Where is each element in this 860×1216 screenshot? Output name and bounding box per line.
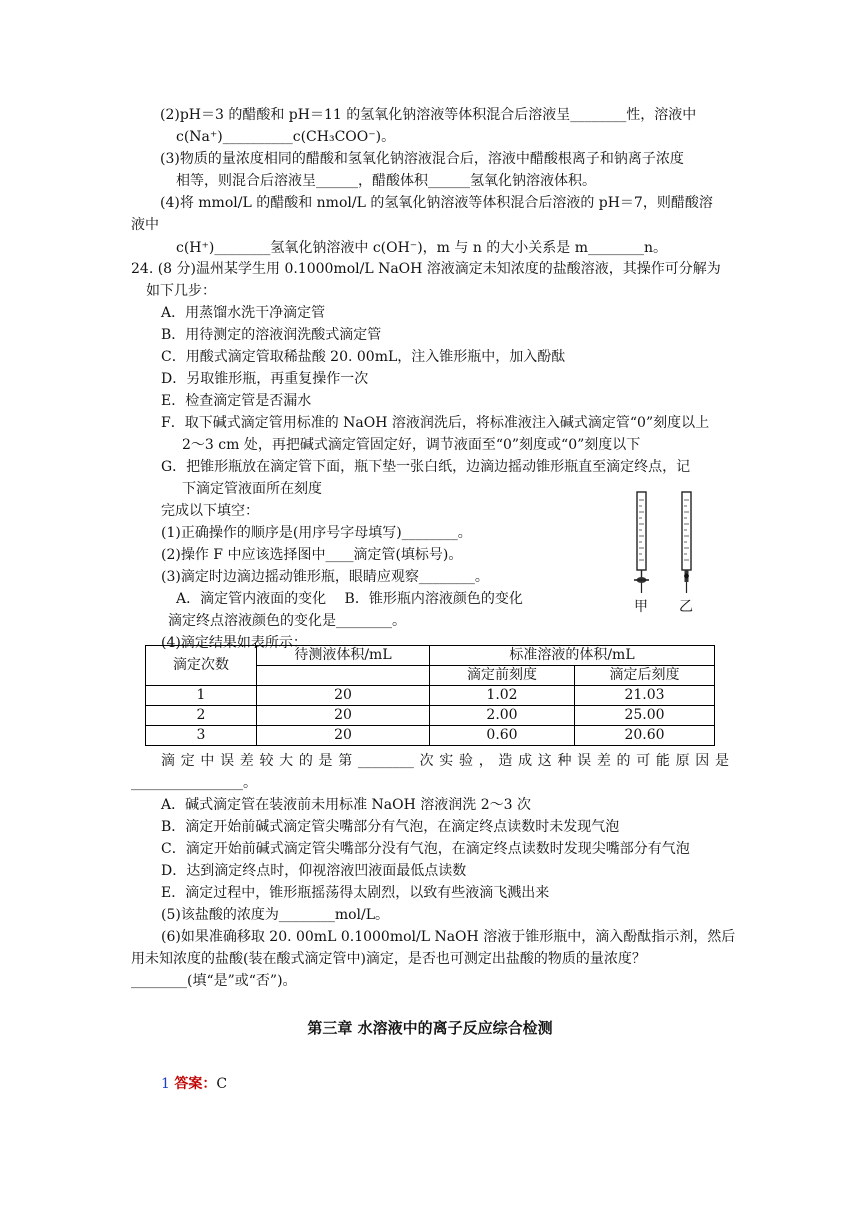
- header-before-reading: 滴定前刻度: [430, 666, 575, 686]
- table-cell: 0.60: [430, 726, 575, 746]
- answer-value: C: [216, 1076, 228, 1092]
- q24-error-option: D．达到滴定终点时，仰视溶液凹液面最低点读数: [161, 863, 467, 879]
- header-standard-volume: 标准溶液的体积/mL: [430, 646, 715, 666]
- q24-error-line2: ________________。: [131, 775, 257, 791]
- base-burette-icon: [682, 492, 691, 593]
- answer-label: 答案：: [174, 1076, 217, 1092]
- q24-error-option: C．滴定开始前碱式滴定管尖嘴部分没有气泡，在滴定终点读数时发现尖嘴部分有气泡: [161, 841, 690, 857]
- header-titration-count: 滴定次数: [146, 646, 257, 686]
- table-row: [146, 686, 715, 706]
- q24-error-line1: 滴定中误差较大的是第________次实验，造成这种误差的可能原因是: [161, 753, 729, 769]
- table-cell: 3: [146, 726, 257, 746]
- q24-error-option: E．滴定过程中，锥形瓶摇荡得太剧烈，以致有些液滴飞溅出来: [161, 885, 550, 901]
- q23-part4-line1: (4)将 mmol/L 的醋酸和 nmol/L 的氢氧化钠溶液等体积混合后溶液的 pH＝7，则醋酸溶: [160, 195, 713, 211]
- titration-results-table: [145, 645, 715, 746]
- q24-error-option: A．碱式滴定管在装液前未用标准 NaOH 溶液润洗 2～3 次: [161, 797, 532, 813]
- table-cell: 20: [257, 726, 430, 746]
- table-cell: 1: [146, 686, 257, 706]
- q24-step: B．用待测定的溶液润洗酸式滴定管: [161, 327, 382, 343]
- burette-figure: [620, 490, 730, 620]
- q24-step-continuation: 下滴定管液面所在刻度: [182, 481, 322, 497]
- header-after-reading: 滴定后刻度: [575, 666, 715, 686]
- header-empty-cell: [257, 666, 430, 686]
- table-cell: 1.02: [430, 686, 575, 706]
- q24-part6-line1: (6)如果准确移取 20. 00mL 0.1000mol/L NaOH 溶液于锥形瓶中，滴入酚酞指示剂，然后: [161, 929, 736, 945]
- q24-step: E．检查滴定管是否漏水: [161, 393, 312, 409]
- q23-part4-line2: 液中: [131, 217, 159, 233]
- q24-step-continuation: 2～3 cm 处，再把碱式滴定管固定好，调节液面至“0”刻度或“0”刻度以下: [182, 437, 641, 453]
- q24-intro-line1: 24. (8 分)温州某学生用 0.1000mol/L NaOH 溶液滴定未知浓度的盐酸溶液，其操作可分解为: [131, 261, 721, 277]
- q24-error-option: B．滴定开始前碱式滴定管尖嘴部分有气泡，在滴定终点读数时未发现气泡: [161, 819, 620, 835]
- q24-part6-line2: 用未知浓度的盐酸(装在酸式滴定管中)滴定，是否也可测定出盐酸的物质的量浓度？: [131, 951, 646, 967]
- q24-step: C．用酸式滴定管取稀盐酸 20. 00mL，注入锥形瓶中，加入酚酞: [161, 349, 566, 365]
- q24-part1: (1)正确操作的顺序是(用序号字母填写)________。: [161, 525, 472, 541]
- burette-label-yi: 乙: [679, 599, 693, 615]
- q24-part3: (3)滴定时边滴边摇动锥形瓶，眼睛应观察________。: [161, 569, 489, 585]
- q24-part3-end: 滴定终点溶液颜色的变化是________。: [168, 613, 406, 629]
- q24-step: A．用蒸馏水洗干净滴定管: [161, 305, 326, 321]
- q24-part2: (2)操作 F 中应该选择图中____滴定管(填标号)。: [161, 547, 463, 563]
- answer-line: [161, 1073, 227, 1095]
- table-cell: 2.00: [430, 706, 575, 726]
- table-cell: 20: [257, 706, 430, 726]
- burette-label-jia: 甲: [634, 599, 648, 615]
- q23-part2-line2: c(Na⁺)__________c(CH₃COO⁻)。: [176, 129, 396, 145]
- table-cell: 25.00: [575, 706, 715, 726]
- q24-part5: (5)该盐酸的浓度为________mol/L。: [161, 907, 390, 923]
- q24-part3-options: A．滴定管内液面的变化 B．锥形瓶内溶液颜色的变化: [176, 591, 523, 607]
- table-cell: 21.03: [575, 686, 715, 706]
- q24-fill-intro: 完成以下填空：: [161, 503, 259, 519]
- table-row: [146, 706, 715, 726]
- table-cell: 20.60: [575, 726, 715, 746]
- q24-intro-line2: 如下几步：: [146, 283, 216, 299]
- q23-part2-line1: (2)pH＝3 的醋酸和 pH＝11 的氢氧化钠溶液等体积混合后溶液呈________性，溶液中: [160, 107, 697, 123]
- q23-part3-line1: (3)物质的量浓度相同的醋酸和氢氧化钠溶液混合后，溶液中醋酸根离子和钠离子浓度: [160, 151, 684, 167]
- q23-part3-line2: 相等，则混合后溶液呈______，醋酸体积______氢氧化钠溶液体积。: [176, 173, 596, 189]
- table-row: [146, 726, 715, 746]
- header-sample-volume: 待测液体积/mL: [257, 646, 430, 666]
- q24-step: F．取下碱式滴定管用标准的 NaOH 溶液润洗后，将标准液注入碱式滴定管“0”刻度以上: [161, 415, 710, 431]
- table-cell: 2: [146, 706, 257, 726]
- chapter-heading: 第三章 水溶液中的离子反应综合检测: [307, 1019, 553, 1037]
- q24-part6-line3: ________(填“是”或“否”)。: [131, 973, 297, 989]
- q24-step: G．把锥形瓶放在滴定管下面，瓶下垫一张白纸，边滴边摇动锥形瓶直至滴定终点，记: [161, 459, 691, 475]
- q23-part4-line3: c(H⁺)________氢氧化钠溶液中 c(OH⁻)，m 与 n 的大小关系是 m________n。: [176, 240, 668, 256]
- q24-part4: (4)滴定结果如表所示：: [161, 635, 307, 651]
- acid-burette-icon: [634, 492, 649, 593]
- table-cell: 20: [257, 686, 430, 706]
- q24-step: D．另取锥形瓶，再重复操作一次: [161, 371, 369, 387]
- answer-number: 1: [161, 1076, 170, 1092]
